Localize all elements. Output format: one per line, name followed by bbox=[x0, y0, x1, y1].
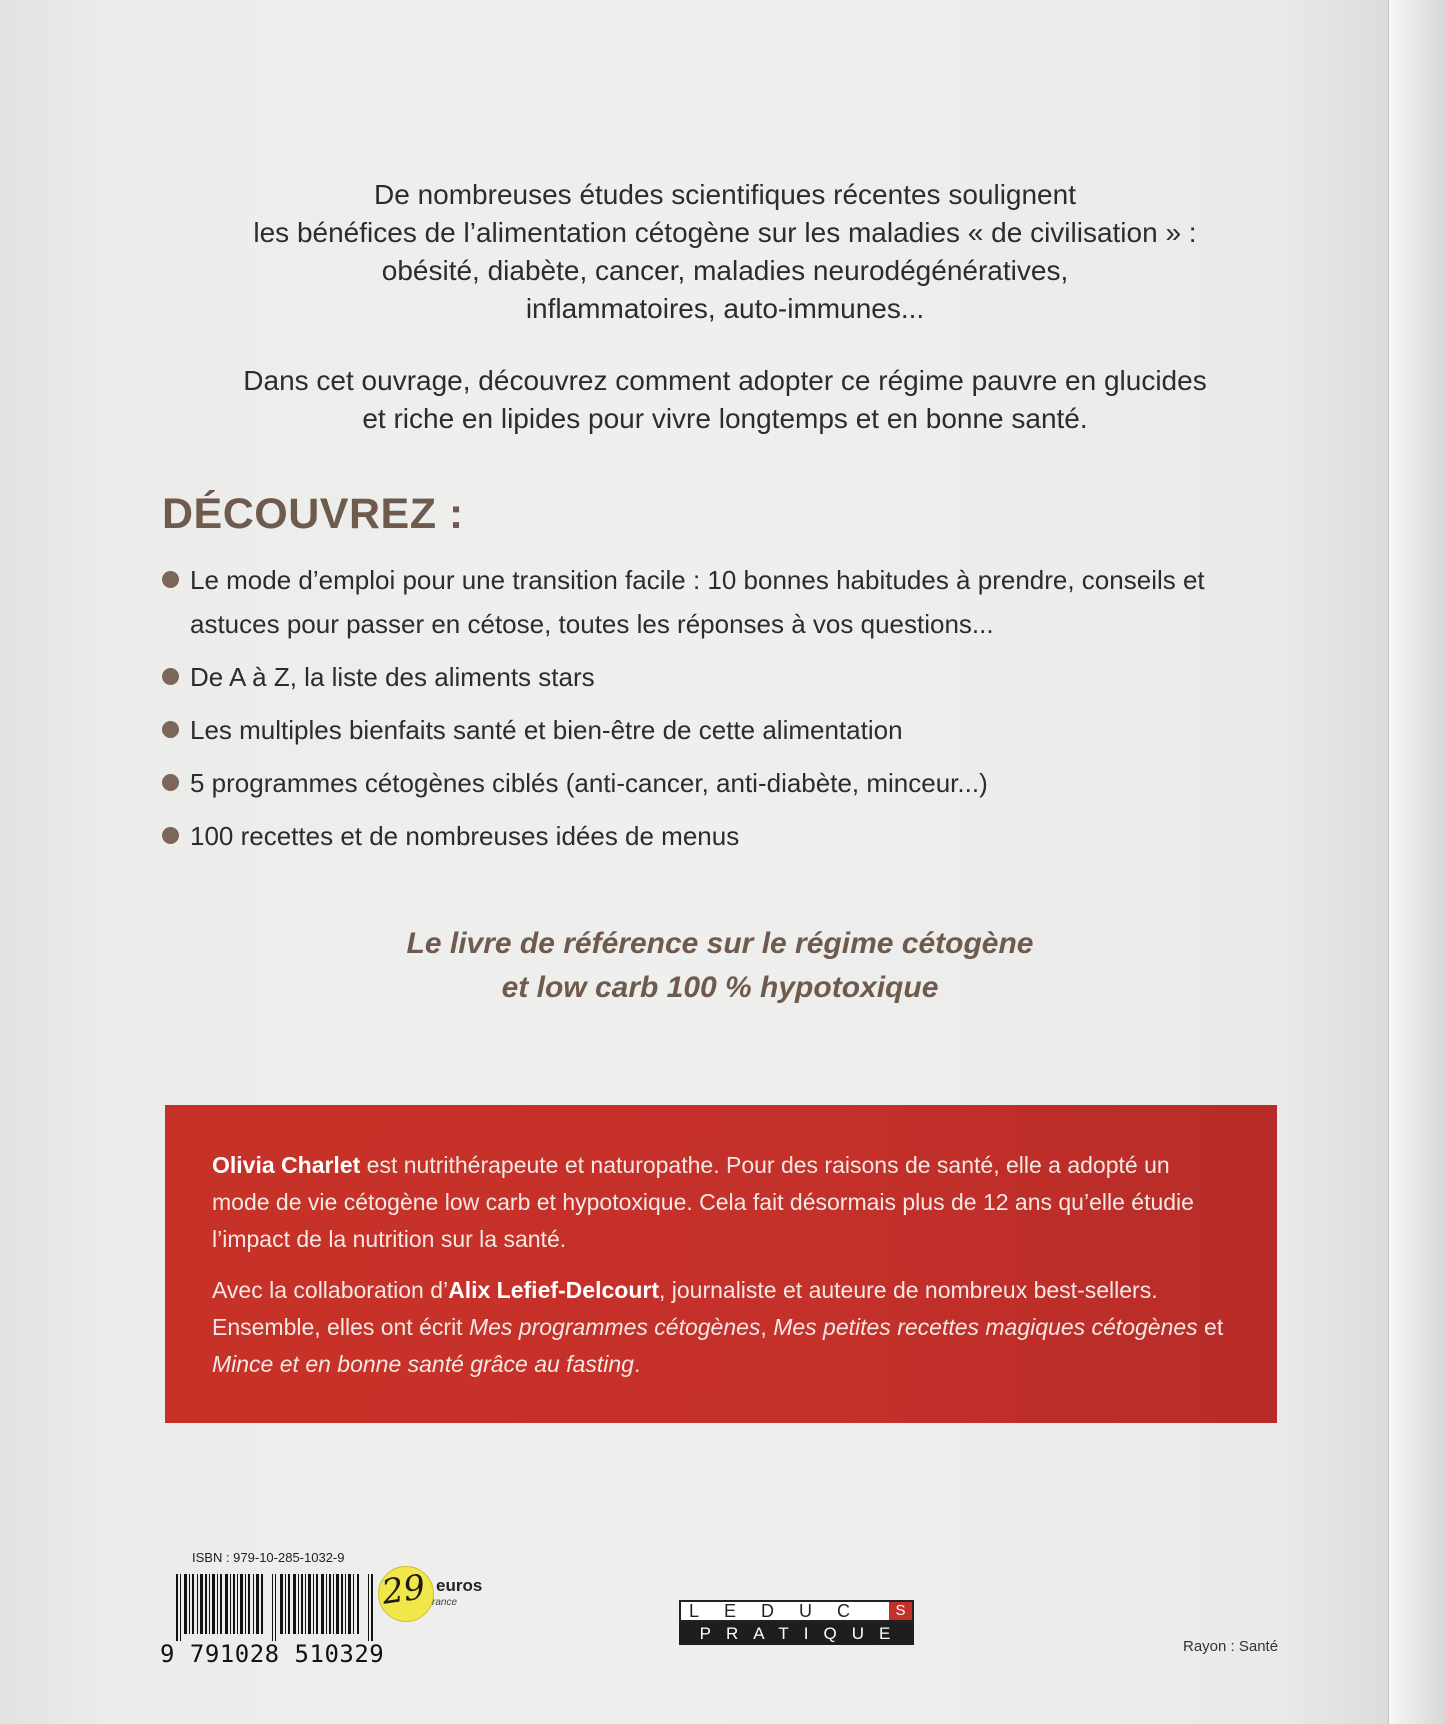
bullet-dot-icon bbox=[162, 668, 179, 685]
price-country: rance bbox=[432, 1597, 458, 1608]
list-item-text: De A à Z, la liste des aliments stars bbox=[190, 662, 595, 692]
author-bio bbox=[212, 1147, 1227, 1258]
list-item-text: 100 recettes et de nombreuses idées de menus bbox=[190, 821, 740, 851]
sentence-end: . bbox=[633, 1351, 641, 1377]
isbn-label: ISBN : 979-10-285-1032-9 bbox=[192, 1550, 345, 1565]
tagline-line: et low carb 100 % hypotoxique bbox=[501, 971, 939, 1004]
intro-line: De nombreuses études scientifiques récentes soulignent bbox=[374, 179, 1076, 210]
discover-heading: DÉCOUVREZ : bbox=[162, 490, 464, 538]
list-item bbox=[162, 558, 1282, 646]
separator: , bbox=[760, 1314, 774, 1340]
publisher-logo-top bbox=[679, 1600, 914, 1622]
intro-line: Dans cet ouvrage, découvrez comment adopter ce régime pauvre en glucides bbox=[243, 365, 1207, 396]
bullet-dot-icon bbox=[162, 571, 179, 588]
list-item-text: 5 programmes cétogènes ciblés (anti-cancer, anti-diabète, minceur...) bbox=[190, 768, 988, 798]
tagline bbox=[200, 922, 1240, 1010]
publisher-logo bbox=[679, 1600, 914, 1650]
book-title: Mes petites recettes magiques cétogènes bbox=[773, 1314, 1198, 1340]
intro-paragraph-2 bbox=[150, 362, 1300, 438]
list-item bbox=[162, 814, 1282, 858]
intro-paragraph-1 bbox=[150, 176, 1300, 328]
intro-line: inflammatoires, auto-immunes... bbox=[525, 293, 925, 324]
price-unit: euros bbox=[436, 1576, 483, 1595]
collab-prefix: Avec la collaboration d’ bbox=[212, 1277, 449, 1303]
list-item bbox=[162, 761, 1282, 805]
list-item-text: Le mode d’emploi pour une transition facile : 10 bonnes habitudes à prendre, conseils et astuces pour passer en cétose, toutes les réponses à vos questions... bbox=[190, 565, 1205, 639]
tagline-line: Le livre de référence sur le régime cétogène bbox=[406, 927, 1034, 960]
intro-text bbox=[150, 176, 1300, 472]
separator: et bbox=[1197, 1314, 1224, 1340]
book-title: Mes programmes cétogènes bbox=[468, 1314, 761, 1340]
author-bio-text: est nutrithérapeute et naturopathe. Pour des raisons de santé, elle a adopté un mode de vie cétogène low carb et hypotoxique. Cela fait désormais plus de 12 ans qu’elle étudie l’impact de la nutrition sur la santé. bbox=[212, 1152, 1194, 1252]
price-value: 29 bbox=[379, 1567, 428, 1613]
collaboration-text bbox=[212, 1272, 1227, 1383]
bullet-dot-icon bbox=[162, 721, 179, 738]
intro-line: obésité, diabète, cancer, maladies neurodégénératives, bbox=[381, 255, 1069, 286]
publisher-collection: PRATIQUE bbox=[679, 1622, 914, 1645]
bullet-dot-icon bbox=[162, 774, 179, 791]
rayon-label: Rayon : Santé bbox=[1183, 1638, 1279, 1655]
author-name: Olivia Charlet bbox=[212, 1152, 361, 1178]
intro-line: et riche en lipides pour vivre longtemps et en bonne santé. bbox=[362, 403, 1088, 434]
book-title: Mince et en bonne santé grâce au fasting bbox=[212, 1351, 634, 1377]
collab-text: , journaliste et auteure de nombreux best-sellers. Ensemble, elles ont écrit bbox=[212, 1277, 1158, 1340]
barcode-icon bbox=[176, 1574, 374, 1641]
book-edge bbox=[1388, 0, 1445, 1724]
barcode-digits: 9 791028 510329 bbox=[160, 1640, 385, 1668]
collaborator-name: Alix Lefief-Delcourt bbox=[448, 1277, 659, 1303]
list-item bbox=[162, 655, 1282, 699]
discover-list bbox=[162, 558, 1282, 867]
list-item-text: Les multiples bienfaits santé et bien-être de cette alimentation bbox=[190, 715, 903, 745]
intro-line: les bénéfices de l’alimentation cétogène sur les maladies « de civilisation » : bbox=[253, 217, 1197, 248]
author-bio-box bbox=[165, 1105, 1277, 1423]
publisher-s: S bbox=[889, 1602, 912, 1620]
publisher-name: LEDUC bbox=[689, 1601, 876, 1621]
bullet-dot-icon bbox=[162, 827, 179, 844]
list-item bbox=[162, 708, 1282, 752]
